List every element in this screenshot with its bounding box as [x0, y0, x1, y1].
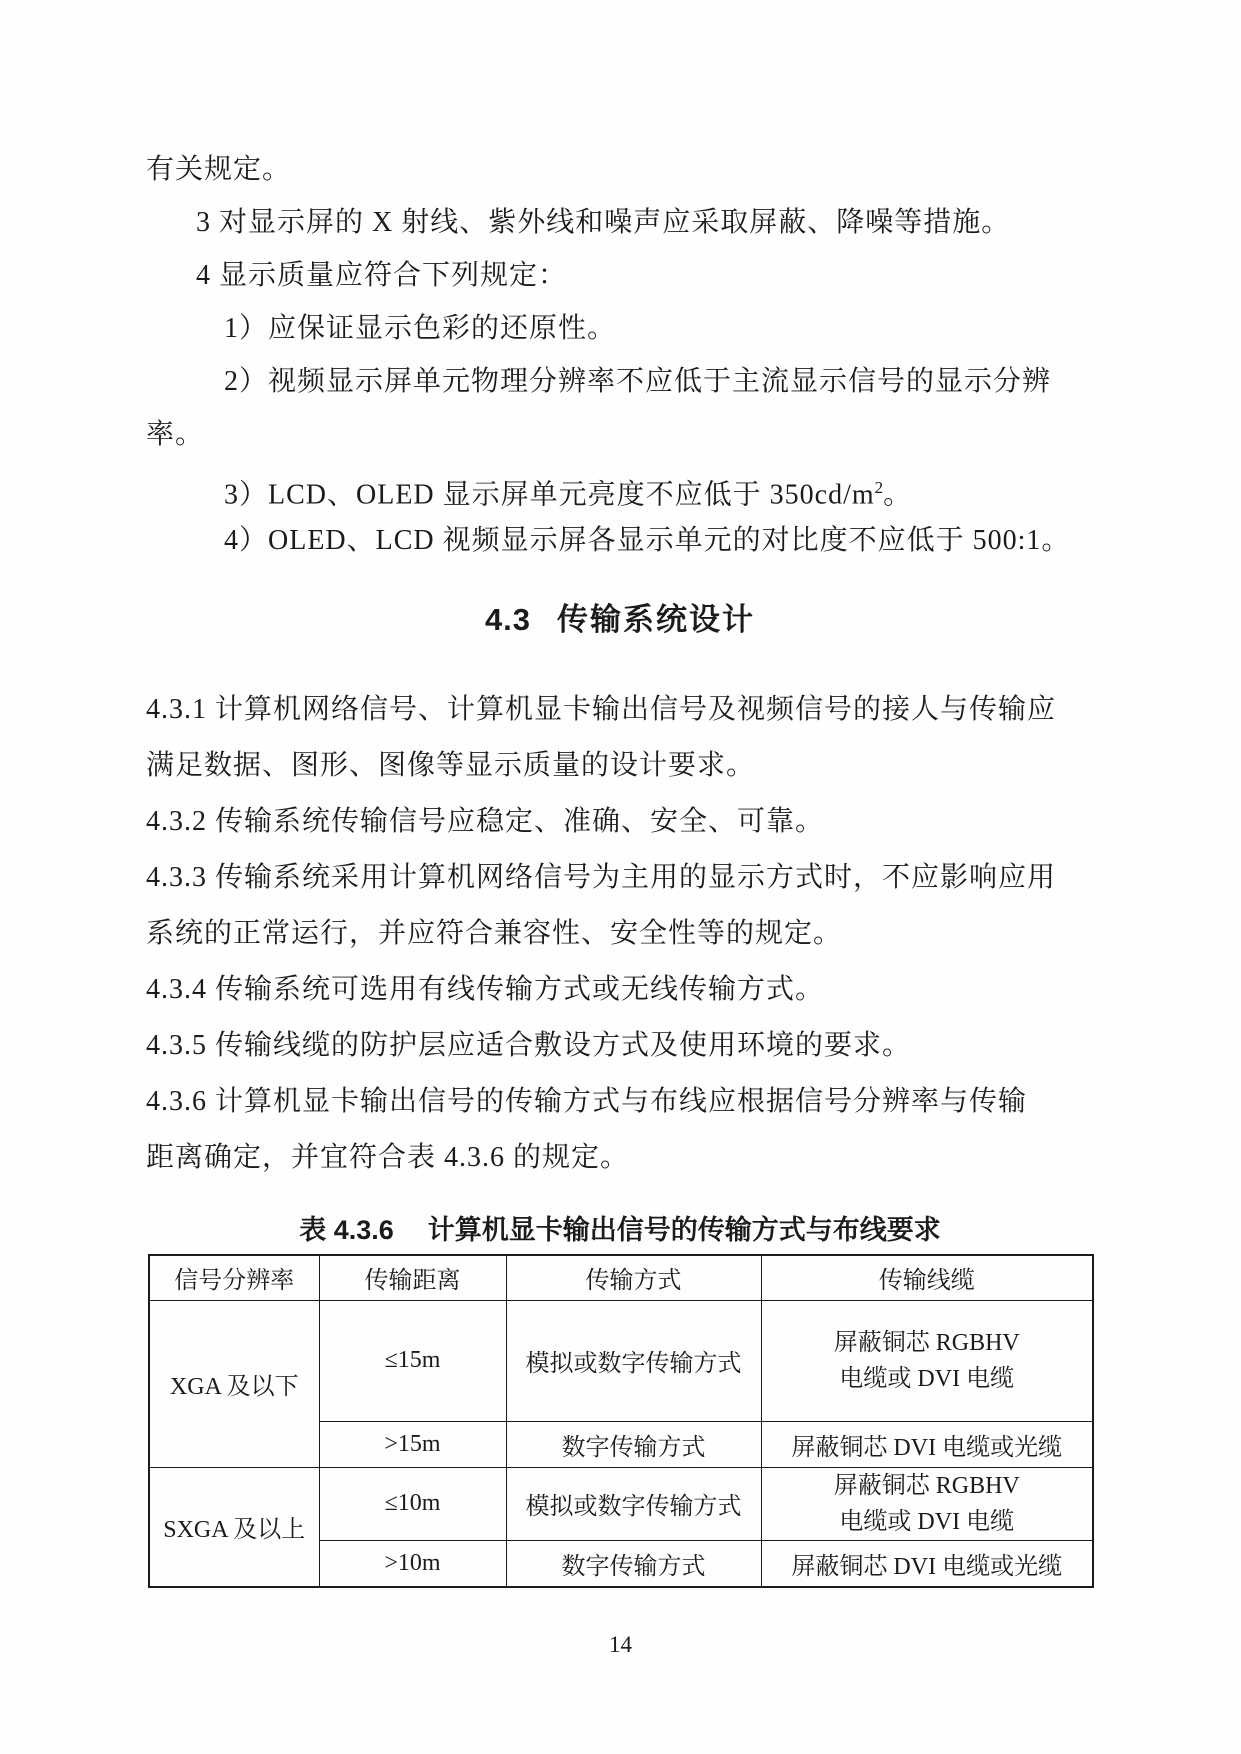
sub-item-1: 1）应保证显示色彩的还原性。 [224, 313, 617, 344]
col-header-method: 传输方式 [506, 1255, 761, 1300]
cell-cable: 屏蔽铜芯 DVI 电缆或光缆 [761, 1421, 1093, 1467]
cell-method: 模拟或数字传输方式 [506, 1300, 761, 1421]
sub-item-4: 4）OLED、LCD 视频显示屏各显示单元的对比度不应低于 500:1。 [224, 525, 1071, 556]
col-header-distance: 传输距离 [319, 1255, 506, 1300]
clause-4-3-6-line2: 距离确定，并宜符合表 4.3.6 的规定。 [146, 1142, 630, 1173]
page-content [146, 143, 1094, 1588]
col-header-resolution: 信号分辨率 [149, 1255, 319, 1300]
cell-distance: >15m [319, 1421, 506, 1467]
section-heading [146, 594, 1094, 646]
cell-resolution-sxga: SXGA 及以上 [149, 1467, 319, 1587]
sub-item-2-line2: 率。 [146, 419, 205, 450]
clause-item-4: 4 显示质量应符合下列规定： [196, 260, 568, 291]
page-number: 14 [609, 1632, 632, 1657]
sub-item-3 [146, 461, 1094, 514]
table-caption [146, 1212, 1094, 1248]
cable-line: 电缆或 DVI 电缆 [839, 1508, 1015, 1535]
clause-4-3-3-line2: 系统的正常运行，并应符合兼容性、安全性等的规定。 [146, 918, 843, 949]
clause-4-3-6-line1: 4.3.6 计算机显卡输出信号的传输方式与布线应根据信号分辨率与传输 [146, 1086, 1028, 1117]
cell-distance: ≤10m [319, 1467, 506, 1540]
sub-item-3-text: 3）LCD、OLED 显示屏单元亮度不应低于 350cd/m [224, 479, 875, 511]
section-title: 传输系统设计 [557, 602, 756, 637]
col-header-cable: 传输线缆 [761, 1255, 1093, 1300]
cell-distance: ≤15m [319, 1300, 506, 1421]
superscript-2: 2 [874, 478, 884, 497]
cell-distance: >10m [319, 1540, 506, 1587]
clause-4-3-4: 4.3.4 传输系统可选用有线传输方式或无线传输方式。 [146, 974, 825, 1005]
table-row-xga-short [149, 1300, 1093, 1421]
cell-method: 数字传输方式 [506, 1540, 761, 1587]
cell-method: 数字传输方式 [506, 1421, 761, 1467]
cable-line: 电缆或 DVI 电缆 [839, 1365, 1015, 1392]
clause-4-3-1-line1: 4.3.1 计算机网络信号、计算机显卡输出信号及视频信号的接人与传输应 [146, 694, 1057, 725]
clause-4-3-1-line2: 满足数据、图形、图像等显示质量的设计要求。 [146, 750, 756, 781]
cable-line: 屏蔽铜芯 RGBHV [833, 1329, 1020, 1356]
section-number: 4.3 [484, 602, 532, 637]
clause-item-3: 3 对显示屏的 X 射线、紫外线和噪声应采取屏蔽、降噪等措施。 [196, 207, 1011, 238]
cell-method: 模拟或数字传输方式 [506, 1467, 761, 1540]
clause-4-3-3-line1: 4.3.3 传输系统采用计算机网络信号为主用的显示方式时，不应影响应用 [146, 862, 1057, 893]
table-row-sxga-short [149, 1467, 1093, 1540]
clause-4-3-5: 4.3.5 传输线缆的防护层应适合敷设方式及使用环境的要求。 [146, 1030, 912, 1061]
sub-item-3-period: 。 [883, 479, 913, 511]
cell-resolution-xga: XGA 及以下 [149, 1300, 319, 1467]
table-caption-title: 计算机显卡输出信号的传输方式与布线要求 [427, 1215, 941, 1245]
clauses-block [146, 682, 1094, 1186]
table-header-row [149, 1255, 1093, 1300]
cell-cable: 屏蔽铜芯 DVI 电缆或光缆 [761, 1540, 1093, 1587]
paragraph-continuation: 有关规定。 [146, 154, 292, 185]
clause-4-3-2: 4.3.2 传输系统传输信号应稳定、准确、安全、可靠。 [146, 806, 825, 837]
sub-item-2-line1: 2）视频显示屏单元物理分辨率不应低于主流显示信号的显示分辨 [224, 366, 1052, 397]
cable-line: 屏蔽铜芯 RGBHV [833, 1472, 1020, 1499]
transmission-requirements-table [148, 1254, 1094, 1588]
cell-cable [761, 1300, 1093, 1421]
cell-cable [761, 1467, 1093, 1540]
table-caption-number: 表 4.3.6 [299, 1215, 394, 1245]
